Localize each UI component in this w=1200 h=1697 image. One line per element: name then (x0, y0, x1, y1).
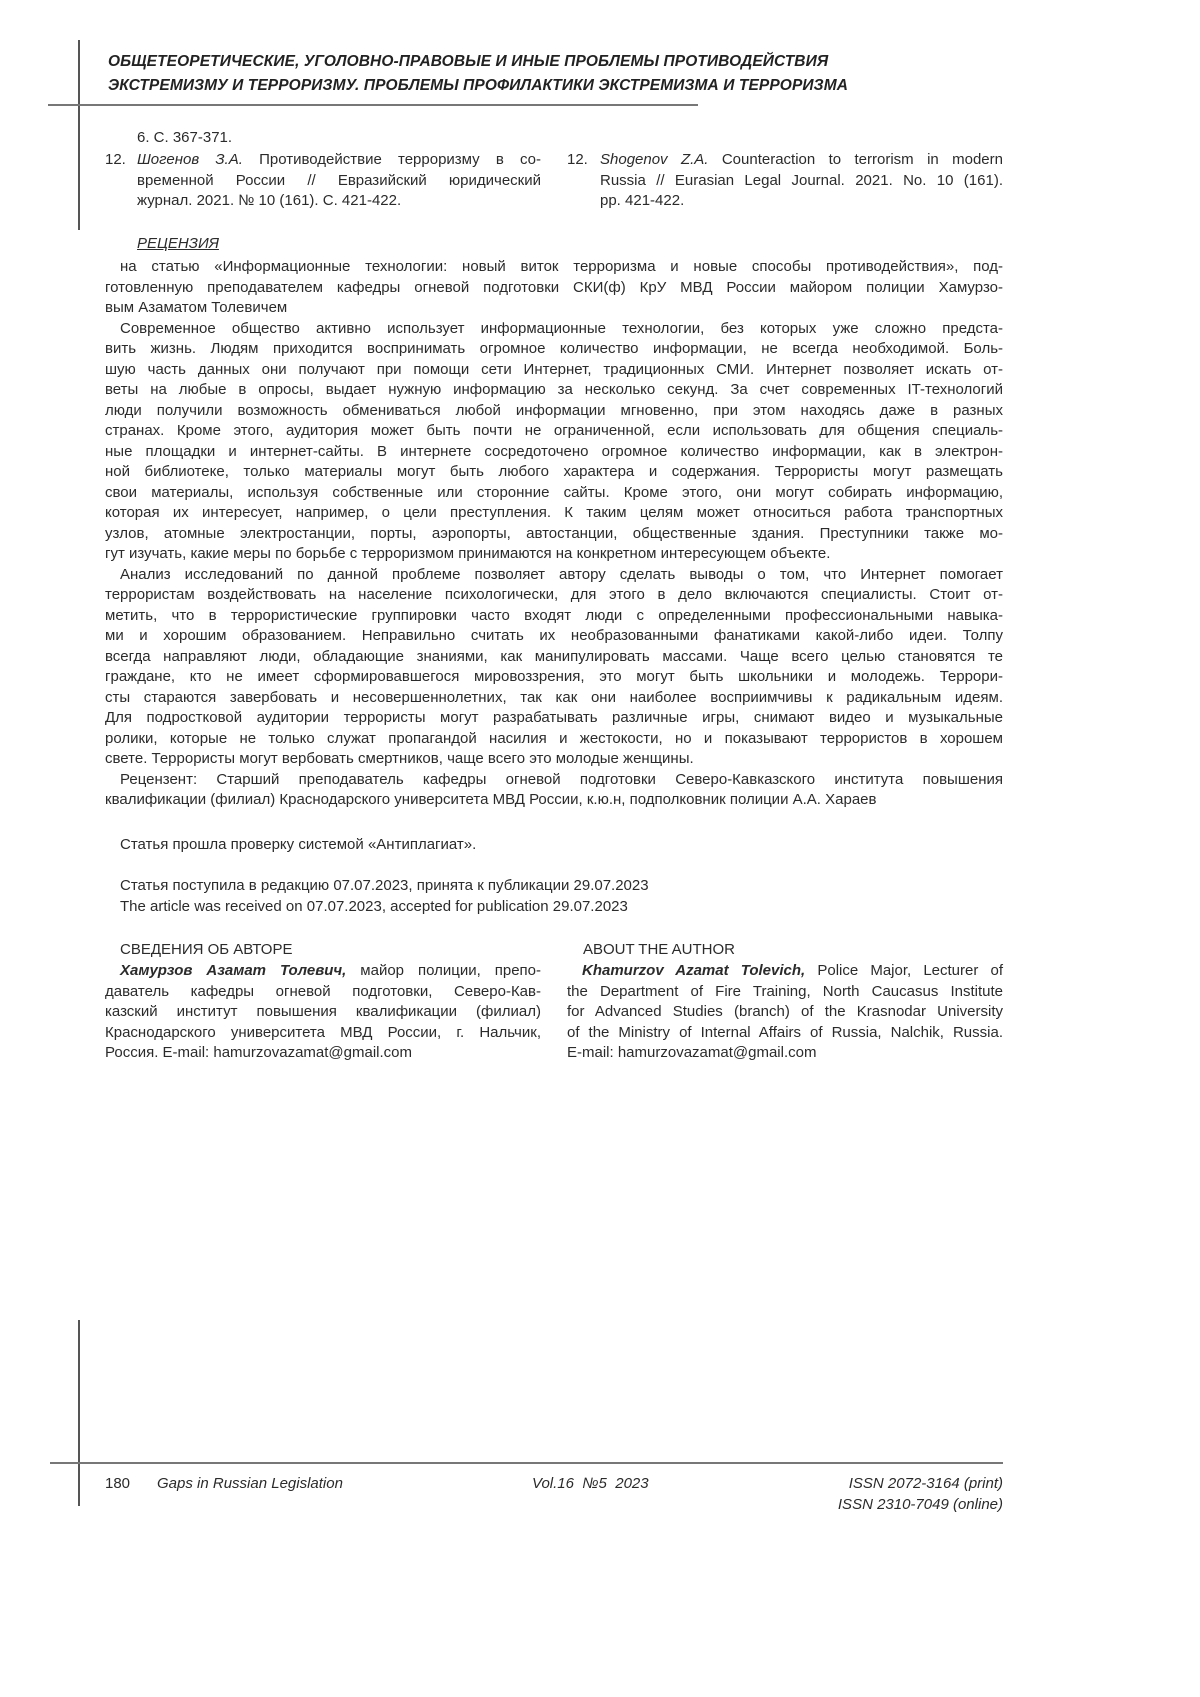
author-text: казский институт повышения квалификации (филиал) (105, 1003, 541, 1020)
reference-ru (137, 150, 541, 212)
author-info-ru (105, 961, 541, 1064)
author-name: Хамурзов Азамат Толевич, (120, 962, 347, 979)
author-heading-en: ABOUT THE AUTHOR (583, 941, 735, 958)
reference-author: Shogenov Z.A. (600, 151, 709, 168)
reference-text: временной России // Евразийский юридический (137, 171, 541, 189)
review-line: свете. Террористы могут вербовать смертников, чаще всего это молодые женщины. (105, 750, 694, 767)
issn-online: ISSN 2310-7049 (online) (837, 1496, 1003, 1513)
journal-name: Gaps in Russian Legislation (157, 1475, 343, 1492)
reference-number: 12. (567, 151, 588, 168)
review-line: вым Азаматом Толевичем (105, 299, 288, 316)
received-date-ru: Статья поступила в редакцию 07.07.2023, принята к публикации 29.07.2023 (120, 877, 649, 894)
running-header-line: ОБЩЕТЕОРЕТИЧЕСКИЕ, УГОЛОВНО-ПРАВОВЫЕ И ИНЫЕ ПРОБЛЕМЫ ПРОТИВОДЕЙСТВИЯ (108, 53, 829, 70)
review-line: ролики, которые не только служат пропагандой насилия и жестокости, но и показывают террористов в хорошем (105, 729, 1003, 747)
review-title: РЕЦЕНЗИЯ (137, 235, 219, 252)
author-heading-ru: СВЕДЕНИЯ ОБ АВТОРЕ (120, 941, 293, 958)
review-line: на статью «Информационные технологии: новый виток терроризма и новые способы противодействия», под- (120, 258, 1003, 275)
author-text: for Advanced Studies (branch) of the Krasnodar University (567, 1003, 1003, 1020)
review-line: ми и хорошим образованием. Неправильно считать их необразованными фанатиками какой-либо идеи. Толпу (105, 627, 1003, 644)
author-email: Россия. E-mail: hamurzovazamat@gmail.com (105, 1044, 412, 1061)
reference-text: Противодействие терроризму в со- (259, 151, 541, 168)
issue-info: Vol.16 №5 2023 (532, 1475, 649, 1492)
reference-text: журнал. 2021. № 10 (161). С. 421-422. (137, 192, 402, 209)
author-text: Police Major, Lecturer of (817, 962, 1003, 979)
review-body (105, 257, 1003, 811)
review-line: вить жизнь. Людям приходится воспринимать огромное количество информации, не всегда необходимой. Боль- (105, 340, 1003, 357)
footer-margin-line (78, 1320, 80, 1506)
review-line: террористам воздействовать на население психологически, для этого в дело включаются специалисты. Стоит от- (105, 586, 1003, 603)
review-line: ной библиотеке, только материалы могут быть любого характера и содержания. Террористы могут размещать (105, 463, 1003, 480)
author-text: the Department of Fire Training, North Caucasus Institute (567, 982, 1003, 1000)
reference-text: pp. 421-422. (600, 192, 685, 209)
review-line: которая их интересует, например, о цели преступления. К таким целям может относиться работа транспортных (105, 504, 1003, 521)
review-line: сты стараются завербовать и несовершеннолетних, так как они наиболее восприимчивы к радикальным идеям. (105, 688, 1003, 706)
received-date-en: The article was received on 07.07.2023, accepted for publication 29.07.2023 (120, 898, 628, 915)
reference-author: Шогенов З.А. (137, 151, 243, 168)
author-text: Краснодарского университета МВД России, г. Нальчик, (105, 1023, 541, 1041)
review-line: люди получили возможность обмениваться любой информации мгновенно, при этом находясь даже в разных (105, 401, 1003, 419)
review-line: метить, что в террористические группировки часто входят люди с определенными профессиональными навыка- (105, 606, 1003, 624)
header-rule (48, 104, 698, 106)
review-line: шую часть данных они получают при помощи сети Интернет, традиционных СМИ. Интернет позволяет искать от- (105, 360, 1003, 378)
reference-tail: 6. С. 367-371. (137, 129, 233, 146)
review-line: Современное общество активно использует информационные технологии, без которых уже сложно предста- (120, 319, 1003, 337)
review-line: Анализ исследований по данной проблеме позволяет автору сделать выводы о том, что Интернет помогает (120, 565, 1003, 583)
footer-rule (50, 1462, 1003, 1464)
review-line: Для подростковой аудитории террористы могут разрабатывать различные игры, снимают видео и музыкальные (105, 709, 1003, 726)
antiplagiat-note: Статья прошла проверку системой «Антиплагиат». (120, 836, 477, 853)
issn-print: ISSN 2072-3164 (print) (848, 1475, 1003, 1492)
author-email: E-mail: hamurzovazamat@gmail.com (567, 1044, 817, 1061)
review-line: готовленную преподавателем кафедры огневой подготовки СКИ(ф) КрУ МВД России майором полиции Хамурзо- (105, 278, 1003, 296)
author-text: даватель кафедры огневой подготовки, Северо-Кав- (105, 982, 541, 1000)
review-line: граждане, кто не имеет сформировавшегося мировоззрения, это могут быть школьники и молодежь. Террори- (105, 668, 1003, 685)
author-info-en (567, 961, 1003, 1064)
running-header (108, 50, 848, 98)
review-line: ные площадки и интернет-сайты. В интернете сосредоточено огромное количество информации, как в электрон- (105, 442, 1003, 460)
running-header-line: ЭКСТРЕМИЗМУ И ТЕРРОРИЗМУ. ПРОБЛЕМЫ ПРОФИЛАКТИКИ ЭКСТРЕМИЗМА И ТЕРРОРИЗМА (108, 77, 848, 94)
review-line: Рецензент: Старший преподаватель кафедры огневой подготовки Северо-Кавказского института повышения (120, 770, 1003, 788)
review-line: квалификации (филиал) Краснодарского университета МВД России, к.ю.н, подполковник полиции А.А. Хараев (105, 791, 877, 808)
reference-text: Russia // Eurasian Legal Journal. 2021. No. 10 (161). (600, 171, 1003, 189)
author-text: of the Ministry of Internal Affairs of Russia, Nalchik, Russia. (567, 1023, 1003, 1041)
reference-en (600, 150, 1003, 212)
author-text: майор полиции, препо- (360, 962, 541, 979)
reference-text: Counteraction to terrorism in modern (721, 151, 1003, 168)
author-name: Khamurzov Azamat Tolevich, (582, 962, 806, 979)
review-line: всегда направляют люди, обладающие знаниями, как манипулировать массами. Чаще всего целью становятся те (105, 647, 1003, 665)
review-line: гут изучать, какие меры по борьбе с терроризмом принимаются на конкретном интересующем объекте. (105, 545, 831, 562)
review-line: веты на любые в опросы, выдает нужную информацию за несколько секунд. За счет современных IT-технологий (105, 381, 1003, 398)
reference-number: 12. (105, 151, 126, 168)
review-line: свои материалы, используя собственные или сторонние сайты. Кроме этого, они могут собирать информацию, (105, 483, 1003, 501)
review-line: узлов, атомные электростанции, порты, аэропорты, автостанции, общественные здания. Преступники также мо- (105, 524, 1003, 542)
page-number: 180 (105, 1475, 131, 1492)
review-line: странах. Кроме этого, аудитория может быть почти не ограниченной, если использовать для общения специаль- (105, 422, 1003, 439)
header-margin-line (78, 40, 80, 230)
